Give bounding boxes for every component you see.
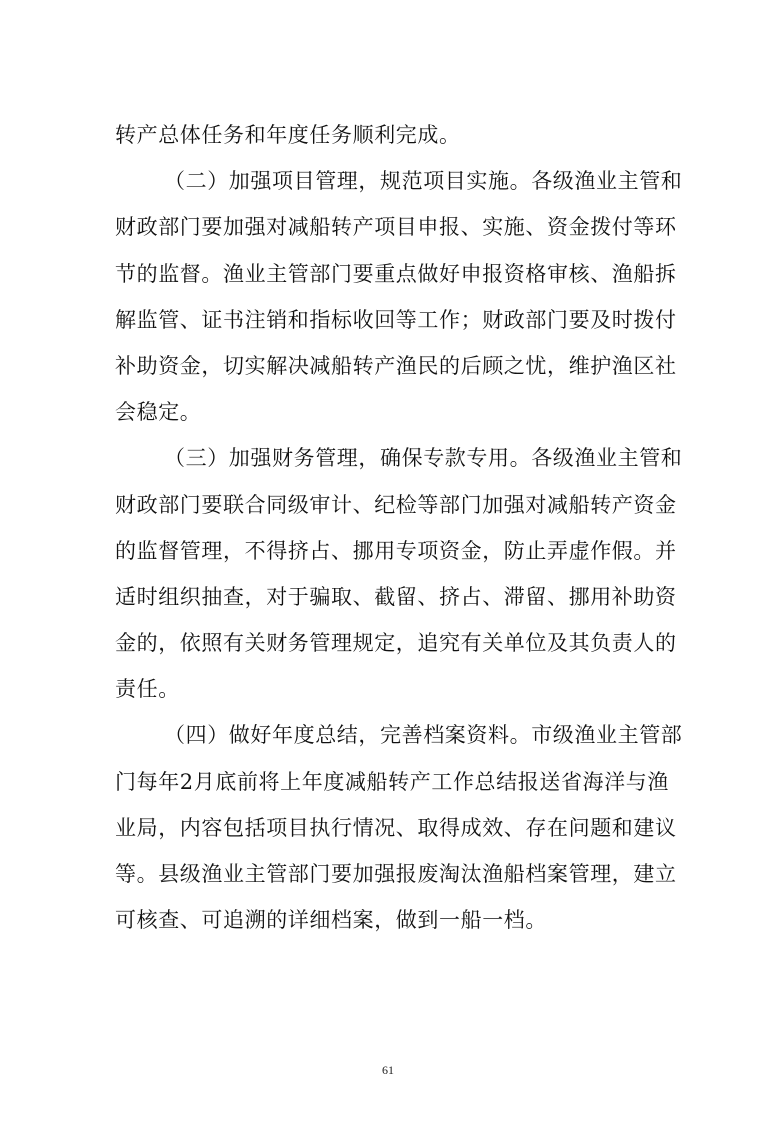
text-line-8: （三）加强财务管理，确保专款专用。各级渔业主管和	[164, 446, 683, 471]
text-line-7: 会稳定。	[115, 400, 202, 425]
text-line-10: 的监督管理，不得挤占、挪用专项资金，防止弄虚作假。并	[115, 538, 677, 563]
document-body	[115, 112, 685, 943]
text-line-16: 业局，内容包括项目执行情况、取得成效、存在问题和建议	[115, 815, 677, 840]
text-line-6: 补助资金，切实解决减船转产渔民的后顾之忧，维护渔区社	[115, 353, 677, 378]
text-line-17: 等。县级渔业主管部门要加强报废淘汰渔船档案管理，建立	[115, 862, 677, 886]
text-line-5: 解监管、证书注销和指标收回等工作；财政部门要及时拨付	[115, 307, 677, 332]
text-line-1: 转产总体任务和年度任务顺利完成。	[115, 123, 461, 147]
text-line-18: 可核查、可追溯的详细档案，做到一船一档。	[115, 908, 547, 933]
text-line-12: 金的，依照有关财务管理规定，追究有关单位及其负责人的	[115, 631, 677, 656]
text-line-9: 财政部门要联合同级审计、纪检等部门加强对减船转产资金	[115, 492, 677, 517]
text-line-11: 适时组织抽查，对于骗取、截留、挤占、滞留、挪用补助资	[115, 584, 677, 609]
text-line-15: 门每年2月底前将上年度减船转产工作总结报送省海洋与渔	[115, 769, 669, 794]
text-line-4: 节的监督。渔业主管部门要重点做好申报资格审核、渔船拆	[115, 261, 677, 286]
text-line-14: （四）做好年度总结，完善档案资料。市级渔业主管部	[164, 723, 683, 748]
page-number: 61	[382, 1063, 394, 1077]
text-line-13: 责任。	[115, 677, 180, 702]
text-line-3: 财政部门要加强对减船转产项目申报、实施、资金拨付等环	[115, 215, 677, 240]
text-line-2: （二）加强项目管理，规范项目实施。各级渔业主管和	[164, 169, 683, 194]
